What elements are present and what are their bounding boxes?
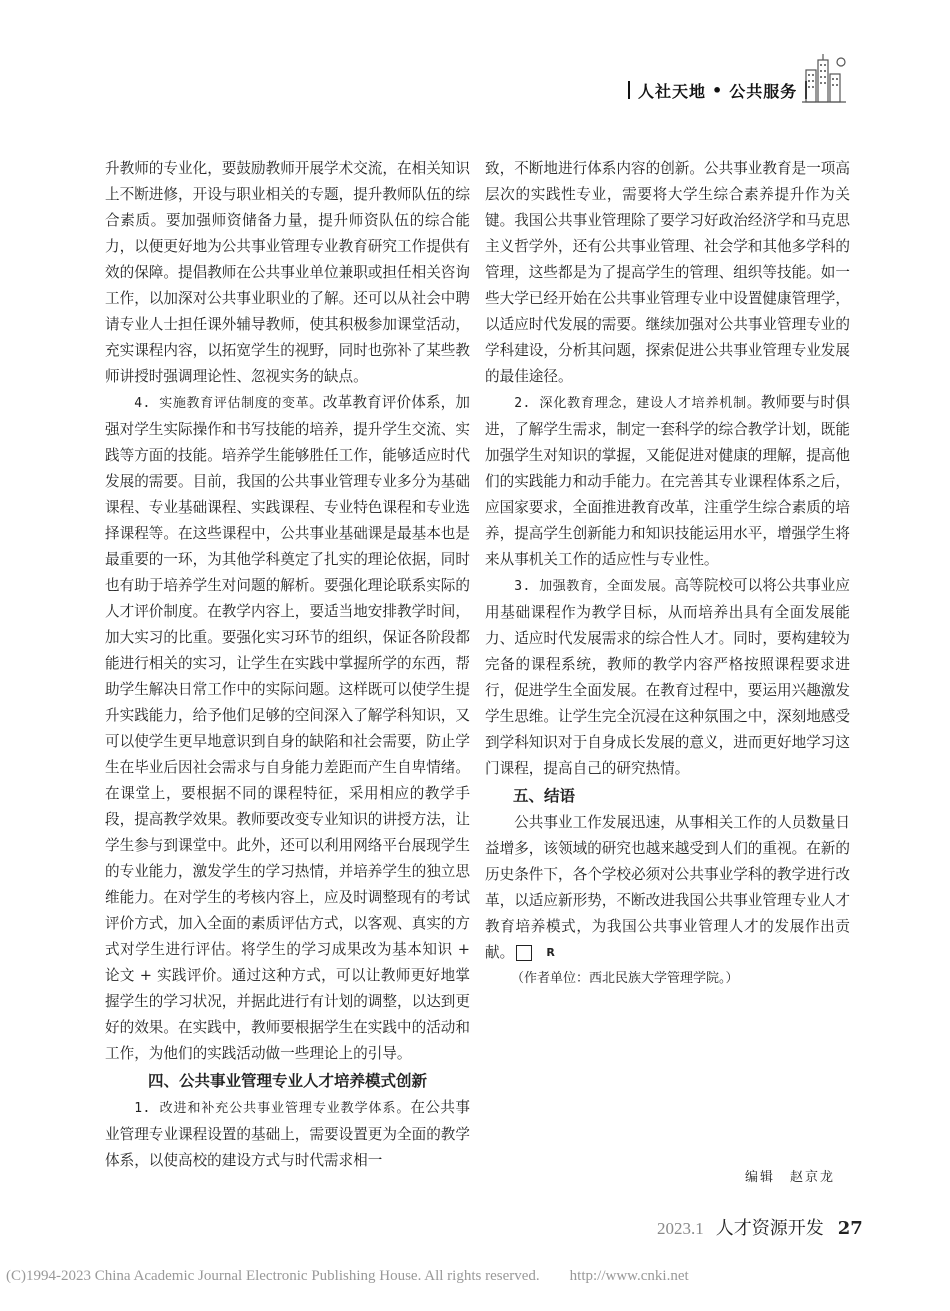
right-column	[485, 156, 850, 992]
paragraph-body: 教师要与时俱进，了解学生需求，制定一套科学的综合教学计划，既能加强学生对知识的掌握，又能促进对健康的理解，提高他们的实践能力和动手能力。在完善其专业课程体系之后，应国家要求，全面推进教育改革，注重学生综合素质的培养，提高学生创新能力和知识技能运用水平，增强学生将来从事机关工作的适应性与专业性。	[485, 394, 850, 568]
paragraph: 致，不断地进行体系内容的创新。公共事业教育是一项高层次的实践性专业，需要将大学生综合素养提升作为关键。我国公共事业管理除了要学习好政治经济学和马克思主义哲学外，还有公共事业管理、社会学和其他多学科的管理，这些都是为了提高学生的管理、组织等技能。如一些大学已经开始在公共事业管理专业中设置健康管理学，以适应时代发展的需要。继续加强对公共事业管理专业的学科建设，分析其问题，探索促进公共事业管理专业发展的最佳途径。	[485, 160, 850, 385]
left-column	[105, 156, 470, 1174]
paragraph-lead: 3. 加强教育，全面发展。	[514, 579, 675, 594]
paragraph	[485, 390, 850, 573]
issue-number: 2023.1	[657, 1219, 704, 1238]
header-brand: 人社天地	[638, 81, 707, 101]
header-bar	[628, 81, 630, 99]
section-heading: 五、结语	[513, 787, 576, 805]
editor-credit: 编辑 赵京龙	[745, 1170, 836, 1185]
running-header	[620, 76, 815, 104]
journal-name: 人才资源开发	[715, 1218, 824, 1239]
paragraph-body: 公共事业工作发展迅速，从事相关工作的人员数量日益增多，该领域的研究也越来越受到人们的重视。在新的历史条件下，各个学校必须对公共事业学科的教学进行改革，以适应新形势，不断改进我国公共事业管理专业人才教育培养模式，为我国公共事业管理人才的发展作出贡献。	[485, 814, 850, 961]
paragraph	[105, 1095, 470, 1174]
paragraph	[485, 573, 850, 782]
city-skyline-icon	[800, 52, 848, 104]
author-affiliation: （作者单位：西北民族大学管理学院。）	[511, 971, 739, 986]
page-footer	[657, 1214, 863, 1240]
header-section: 公共服务	[729, 81, 798, 101]
section-heading: 四、公共事业管理专业人才培养模式创新	[147, 1072, 427, 1090]
paragraph	[485, 810, 850, 966]
paragraph-lead: 4. 实施教育评估制度的变革。	[134, 396, 323, 411]
end-mark-badge: R	[516, 945, 532, 961]
paragraph-lead: 1. 改进和补充公共事业管理专业教学体系。	[134, 1101, 411, 1116]
header-bullet: •	[712, 80, 724, 100]
copyright-line: (C)1994-2023 China Academic Journal Electronic Publishing House. All rights reserved. http://www.cnki.net	[6, 1268, 689, 1284]
page-number: 27	[837, 1218, 863, 1239]
paragraph-body: 改革教育评价体系，加强对学生实际操作和书写技能的培养，提升学生交流、实践等方面的技能。培养学生能够胜任工作，能够适应时代发展的需要。目前，我国的公共事业管理专业多分为基础课程、专业基础课程、实践课程、专业特色课程和专业选择课程等。在这些课程中，公共事业基础课是最基本也是最重要的一环，为其他学科奠定了扎实的理论依据，同时也有助于培养学生对问题的解析。要强化理论联系实际的人才评价制度。在教学内容上，要适当地安排教学时间，加大实习的比重。要强化实习环节的组织，保证各阶段都能进行相关的实习，让学生在实践中掌握所学的东西，帮助学生解决日常工作中的实际问题。这样既可以使学生提升实践能力，给予他们足够的空间深入了解学科知识，又可以使学生更早地意识到自身的缺陷和社会需要，防止学生在毕业后因社会需求与自身能力差距而产生自卑情绪。在课堂上，要根据不同的课程特征，采用相应的教学手段，提高教学效果。教师要改变专业知识的讲授方法，让学生参与到课堂中。此外，还可以利用网络平台展现学生的专业能力，激发学生的学习热情，并培养学生的独立思维能力。在对学生的考核内容上，应及时调整现有的考试评价方式，加入全面的素质评估方式，以客观、真实的方式对学生进行评估。将学生的学习成果改为基本知识 + 论文 + 实践评价。通过这种方式，可以让教师更好地掌握学生的学习状况，并据此进行有计划的调整，以达到更好的效果。在实践中，教师要根据学生在实践中的活动和工作，为他们的实践活动做一些理论上的引导。	[105, 394, 470, 1062]
paragraph-lead: 2. 深化教育理念，建设人才培养机制。	[514, 396, 761, 411]
paragraph-body: 高等院校可以将公共事业应用基础课程作为教学目标，从而培养出具有全面发展能力、适应时代发展需求的综合性人才。同时，要构建较为完备的课程系统，教师的教学内容严格按照课程要求进行，促进学生全面发展。在教育过程中，要运用兴趣激发学生思维。让学生完全沉浸在这种氛围之中，深刻地感受到学科知识对于自身成长发展的意义，进而更好地学习这门课程，提高自己的研究热情。	[485, 577, 850, 777]
paragraph: 升教师的专业化，要鼓励教师开展学术交流，在相关知识上不断进修，开设与职业相关的专题，提升教师队伍的综合素质。要加强师资储备力量，提升师资队伍的综合能力，以便更好地为公共事业管理专业教育研究工作提供有效的保障。提倡教师在公共事业单位兼职或担任相关咨询工作，以加深对公共事业职业的了解。还可以从社会中聘请专业人士担任课外辅导教师，使其积极参加课堂活动，充实课程内容，以拓宽学生的视野，同时也弥补了某些教师讲授时强调理论性、忽视实务的缺点。	[105, 160, 470, 385]
paragraph-body: 在公共事业管理专业课程设置的基础上，需要设置更为全面的教学体系，以使高校的建设方式与时代需求相一	[105, 1099, 470, 1169]
paragraph	[105, 390, 470, 1067]
